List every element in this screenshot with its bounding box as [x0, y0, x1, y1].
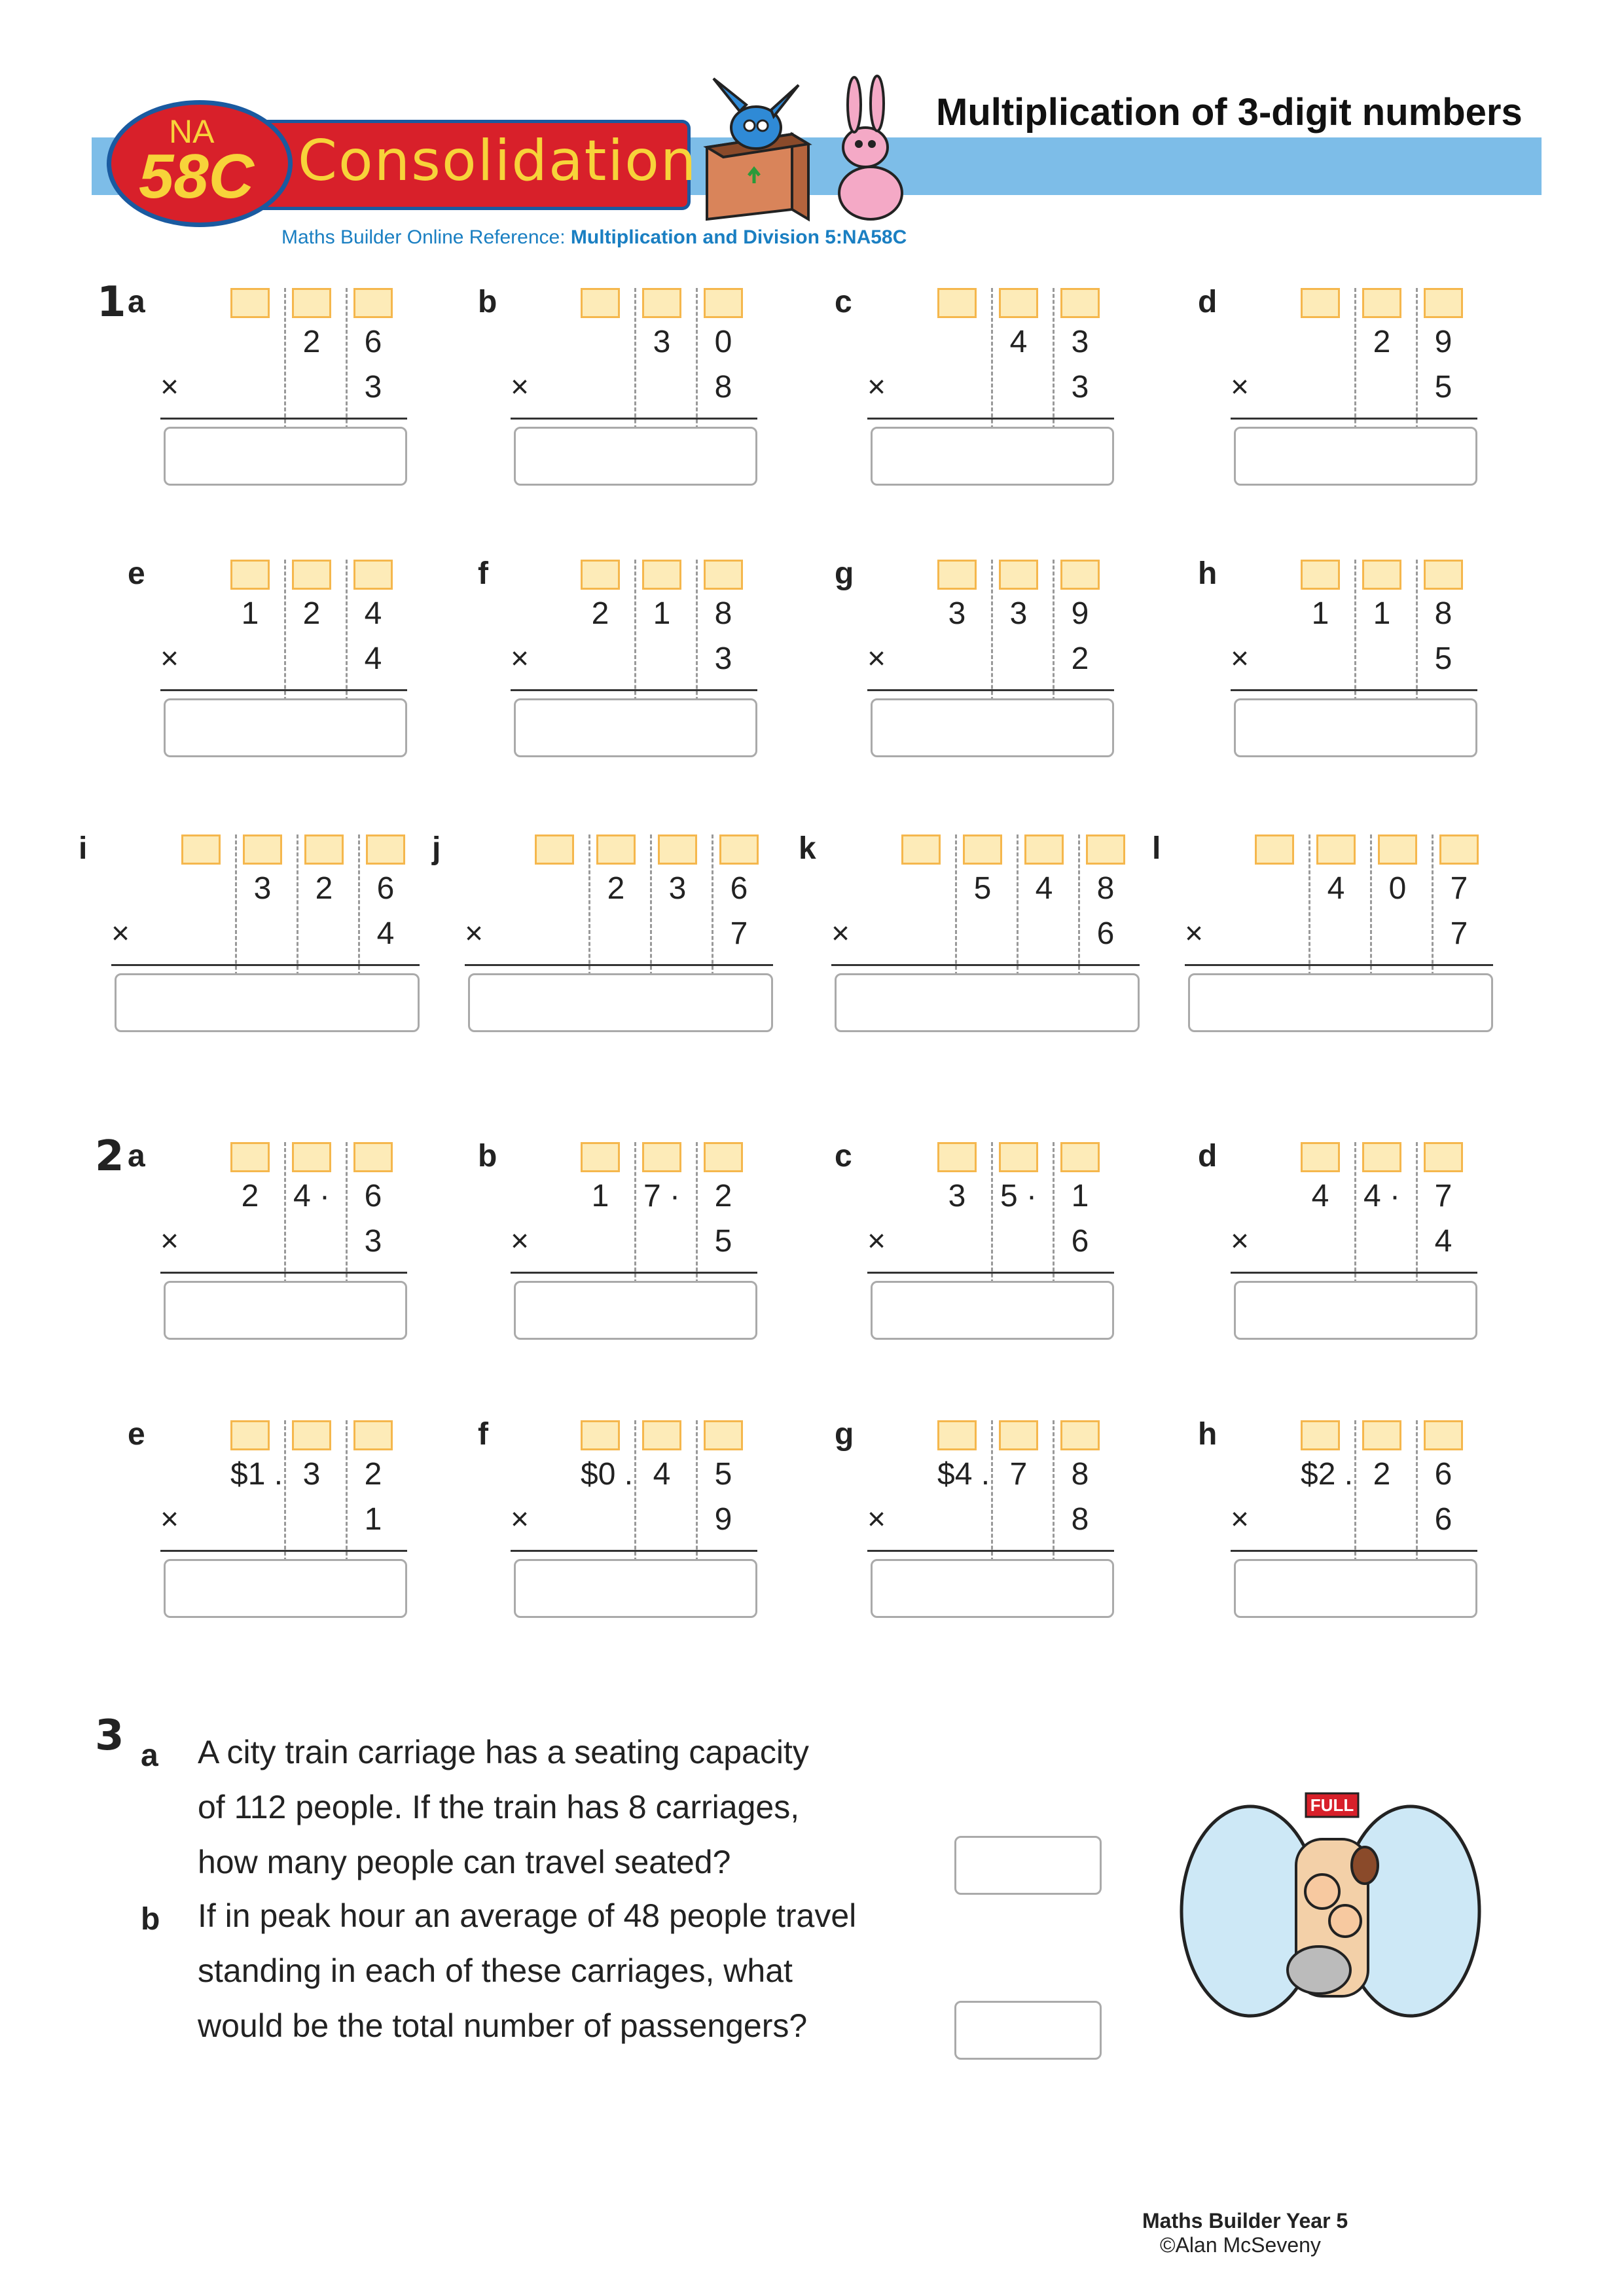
top-digit: $4 .	[937, 1457, 990, 1492]
top-digit: $0 .	[581, 1457, 634, 1492]
top-digit: 8	[1096, 871, 1115, 906]
answer-rule	[160, 689, 407, 691]
q3-a-line: of 112 people. If the train has 8 carriages,	[198, 1789, 800, 1825]
answer-rule	[160, 1550, 407, 1552]
multiplier-digit: 6	[1071, 1224, 1089, 1259]
times-sign: ×	[160, 370, 179, 404]
multiplier-digit: 4	[364, 641, 382, 676]
multiplier-digit: 7	[730, 916, 748, 951]
answer-box[interactable]	[115, 973, 420, 1032]
top-digit: 3	[668, 871, 687, 906]
times-sign: ×	[511, 1502, 530, 1537]
top-digit: 3	[653, 325, 671, 359]
top-digit: 6	[364, 325, 382, 359]
top-digit: 4	[1009, 325, 1028, 359]
answer-box[interactable]	[871, 698, 1114, 757]
answer-rule	[831, 964, 1140, 966]
carry-box[interactable]	[1424, 1420, 1463, 1450]
answer-rule	[511, 1550, 757, 1552]
top-digit: 4 ·	[293, 1179, 330, 1213]
answer-box[interactable]	[164, 698, 407, 757]
badge-code: 58C	[139, 141, 255, 211]
times-sign: ×	[511, 1224, 530, 1259]
answer-rule	[511, 689, 757, 691]
top-digit: 4	[1327, 871, 1345, 906]
carry-box[interactable]	[1301, 560, 1340, 590]
multiplier-digit: 1	[364, 1502, 382, 1537]
carry-box[interactable]	[581, 288, 620, 318]
carry-box[interactable]	[1255, 834, 1294, 865]
carry-box[interactable]	[353, 560, 393, 590]
carry-box[interactable]	[292, 560, 331, 590]
multiplier-digit: 5	[1434, 370, 1453, 404]
top-digit: 5	[714, 1457, 732, 1492]
multiplier-digit: 4	[376, 916, 395, 951]
top-digit: $2 .	[1301, 1457, 1354, 1492]
badge-strand: NA	[169, 113, 215, 150]
carry-box[interactable]	[366, 834, 405, 865]
carry-box[interactable]	[1424, 560, 1463, 590]
top-digit: 1	[591, 1179, 609, 1213]
carry-box[interactable]	[999, 560, 1038, 590]
multiplier-digit: 5	[1434, 641, 1453, 676]
carry-box[interactable]	[292, 1420, 331, 1450]
problem-label: c	[835, 1139, 852, 1174]
multiplier-digit: 7	[1450, 916, 1468, 951]
top-digit: 0	[714, 325, 732, 359]
top-digit: 6	[364, 1179, 382, 1213]
carry-box[interactable]	[1362, 1142, 1401, 1172]
carry-box[interactable]	[292, 1142, 331, 1172]
top-digit: 7	[1434, 1179, 1453, 1213]
carry-box[interactable]	[1301, 1142, 1340, 1172]
times-sign: ×	[867, 1502, 886, 1537]
problem-label: b	[478, 1139, 497, 1174]
top-digit: 9	[1071, 596, 1089, 631]
problem-label: e	[128, 556, 145, 591]
times-sign: ×	[867, 370, 886, 404]
q3-part-a-label: a	[141, 1738, 158, 1773]
carry-box[interactable]	[963, 834, 1002, 865]
carry-box[interactable]	[1060, 1420, 1100, 1450]
top-digit: 1	[1311, 596, 1329, 631]
carry-box[interactable]	[704, 1142, 743, 1172]
top-digit: 6	[376, 871, 395, 906]
top-digit: 2	[302, 596, 321, 631]
carry-box[interactable]	[581, 1142, 620, 1172]
multiplier-digit: 2	[1071, 641, 1089, 676]
q3-b-line: standing in each of these carriages, what	[198, 1952, 793, 1989]
times-sign: ×	[867, 1224, 886, 1259]
top-digit: 0	[1388, 871, 1407, 906]
multiplier-digit: 3	[364, 370, 382, 404]
answer-box[interactable]	[871, 427, 1114, 486]
carry-box[interactable]	[230, 1420, 270, 1450]
answer-rule	[867, 689, 1114, 691]
carry-box[interactable]	[999, 1142, 1038, 1172]
problem-label: k	[799, 831, 816, 866]
multiplier-digit: 9	[714, 1502, 732, 1537]
times-sign: ×	[1231, 1224, 1250, 1259]
footer-book: Maths Builder Year 5	[1142, 2209, 1348, 2233]
multiplier-digit: 3	[364, 1224, 382, 1259]
top-digit: 2	[315, 871, 333, 906]
carry-box[interactable]	[581, 560, 620, 590]
carry-box[interactable]	[1301, 288, 1340, 318]
carry-box[interactable]	[1086, 834, 1125, 865]
answer-box[interactable]	[164, 1559, 407, 1618]
carry-box[interactable]	[937, 1420, 977, 1450]
top-digit: 2	[591, 596, 609, 631]
question-1-number: 1	[97, 278, 126, 327]
problem-label: h	[1198, 1417, 1218, 1452]
question-3-number: 3	[95, 1712, 124, 1760]
answer-rule	[1231, 418, 1477, 420]
answer-box[interactable]	[514, 698, 757, 757]
q3-b-line: would be the total number of passengers?	[198, 2007, 808, 2044]
problem-label: i	[79, 831, 88, 866]
top-digit: 2	[607, 871, 625, 906]
carry-box[interactable]	[704, 288, 743, 318]
carry-box[interactable]	[581, 1420, 620, 1450]
multiplier-digit: 8	[1071, 1502, 1089, 1537]
carry-box[interactable]	[353, 1420, 393, 1450]
top-digit: 3	[253, 871, 272, 906]
top-digit: 2	[241, 1179, 259, 1213]
q3-part-b-text	[198, 1888, 856, 2053]
answer-rule	[1231, 1550, 1477, 1552]
carry-box[interactable]	[1316, 834, 1356, 865]
carry-box[interactable]	[181, 834, 221, 865]
top-digit: 7	[1450, 871, 1468, 906]
times-sign: ×	[867, 641, 886, 676]
carry-box[interactable]	[1439, 834, 1479, 865]
answer-box[interactable]	[514, 1281, 757, 1340]
answer-rule	[511, 1272, 757, 1274]
carry-box[interactable]	[535, 834, 574, 865]
question-2-number: 2	[95, 1132, 124, 1181]
top-digit: 4	[1311, 1179, 1329, 1213]
top-digit: 8	[1071, 1457, 1089, 1492]
top-digit: 5 ·	[1000, 1179, 1037, 1213]
answer-rule	[465, 964, 773, 966]
problem-label: g	[835, 556, 854, 591]
carry-box[interactable]	[230, 288, 270, 318]
top-digit: 5	[973, 871, 992, 906]
top-digit: 3	[1071, 325, 1089, 359]
times-sign: ×	[1231, 1502, 1250, 1537]
multiplier-digit: 3	[714, 641, 732, 676]
times-sign: ×	[1231, 370, 1250, 404]
problem-label: l	[1152, 831, 1161, 866]
carry-box[interactable]	[1024, 834, 1064, 865]
q3-part-a-text	[198, 1725, 809, 1890]
times-sign: ×	[160, 641, 179, 676]
problem-label: a	[128, 285, 145, 319]
top-digit: 8	[1434, 596, 1453, 631]
carry-box[interactable]	[1060, 1142, 1100, 1172]
problem-label: h	[1198, 556, 1218, 591]
carry-box[interactable]	[901, 834, 941, 865]
answer-rule	[867, 1550, 1114, 1552]
times-sign: ×	[1231, 641, 1250, 676]
answer-box[interactable]	[468, 973, 773, 1032]
carry-box[interactable]	[230, 1142, 270, 1172]
answer-rule	[511, 418, 757, 420]
mascots-illustration	[694, 72, 916, 223]
carry-box[interactable]	[1362, 1420, 1401, 1450]
multiplier-digit: 6	[1096, 916, 1115, 951]
top-digit: 2	[714, 1179, 732, 1213]
carry-box[interactable]	[304, 834, 344, 865]
carry-box[interactable]	[1060, 560, 1100, 590]
carry-box[interactable]	[596, 834, 636, 865]
carry-box[interactable]	[937, 288, 977, 318]
top-digit: 3	[948, 596, 966, 631]
top-digit: 4	[364, 596, 382, 631]
answer-box[interactable]	[1234, 1559, 1477, 1618]
top-digit: 1	[1373, 596, 1391, 631]
q3-b-line: If in peak hour an average of 48 people travel	[198, 1897, 857, 1934]
top-digit: 9	[1434, 325, 1453, 359]
answer-box[interactable]	[514, 1559, 757, 1618]
times-sign: ×	[111, 916, 130, 951]
times-sign: ×	[160, 1502, 179, 1537]
carry-box[interactable]	[642, 560, 681, 590]
answer-rule	[1231, 689, 1477, 691]
banner-title: Consolidation	[298, 128, 698, 194]
top-digit: 3	[302, 1457, 321, 1492]
top-digit: 6	[1434, 1457, 1453, 1492]
carry-box[interactable]	[1362, 288, 1401, 318]
problem-label: d	[1198, 285, 1218, 319]
top-digit: 1	[1071, 1179, 1089, 1213]
carry-box[interactable]	[1301, 1420, 1340, 1450]
carry-box[interactable]	[704, 1420, 743, 1450]
carry-box[interactable]	[1378, 834, 1417, 865]
times-sign: ×	[511, 641, 530, 676]
top-digit: 2	[364, 1457, 382, 1492]
carry-box[interactable]	[642, 1420, 681, 1450]
q3b-answer-box[interactable]	[954, 2001, 1102, 2060]
answer-rule	[867, 1272, 1114, 1274]
online-reference	[281, 226, 907, 249]
problem-label: g	[835, 1417, 854, 1452]
carry-box[interactable]	[999, 1420, 1038, 1450]
top-digit: 6	[730, 871, 748, 906]
full-sign-text: FULL	[1310, 1795, 1354, 1815]
answer-box[interactable]	[835, 973, 1140, 1032]
top-digit: 8	[714, 596, 732, 631]
q3-part-b-label: b	[141, 1902, 160, 1937]
top-digit: 3	[1009, 596, 1028, 631]
carry-box[interactable]	[1424, 288, 1463, 318]
carry-box[interactable]	[243, 834, 282, 865]
problem-label: f	[478, 556, 488, 591]
carry-box[interactable]	[292, 288, 331, 318]
answer-rule	[160, 1272, 407, 1274]
carry-box[interactable]	[353, 288, 393, 318]
answer-box[interactable]	[1188, 973, 1493, 1032]
top-digit: 4	[1035, 871, 1053, 906]
carry-box[interactable]	[353, 1142, 393, 1172]
answer-rule	[1231, 1272, 1477, 1274]
answer-box[interactable]	[164, 1281, 407, 1340]
problem-label: c	[835, 285, 852, 319]
top-digit: 7 ·	[643, 1179, 680, 1213]
problem-label: j	[432, 831, 441, 866]
top-digit: 4	[653, 1457, 671, 1492]
q3-a-line: how many people can travel seated?	[198, 1844, 731, 1880]
reference-prefix: Maths Builder Online Reference:	[281, 226, 571, 248]
answer-box[interactable]	[1234, 427, 1477, 486]
carry-box[interactable]	[937, 1142, 977, 1172]
multiplier-digit: 5	[714, 1224, 732, 1259]
answer-box[interactable]	[514, 427, 757, 486]
problem-label: d	[1198, 1139, 1218, 1174]
answer-box[interactable]	[871, 1559, 1114, 1618]
carry-box[interactable]	[230, 560, 270, 590]
top-digit: 2	[1373, 1457, 1391, 1492]
answer-box[interactable]	[1234, 1281, 1477, 1340]
problem-label: f	[478, 1417, 488, 1452]
crowded-train-illustration	[1178, 1780, 1486, 2029]
q3a-answer-box[interactable]	[954, 1836, 1102, 1895]
page-title: Multiplication of 3-digit numbers	[936, 91, 1523, 134]
carry-box[interactable]	[719, 834, 759, 865]
answer-box[interactable]	[164, 427, 407, 486]
q3-a-line: A city train carriage has a seating capacity	[198, 1734, 809, 1770]
carry-box[interactable]	[1424, 1142, 1463, 1172]
top-digit: 2	[302, 325, 321, 359]
top-digit: 1	[241, 596, 259, 631]
top-digit: 2	[1373, 325, 1391, 359]
problem-label: b	[478, 285, 497, 319]
carry-box[interactable]	[642, 288, 681, 318]
answer-rule	[111, 964, 420, 966]
top-digit: 3	[948, 1179, 966, 1213]
carry-box[interactable]	[999, 288, 1038, 318]
answer-rule	[867, 418, 1114, 420]
times-sign: ×	[831, 916, 850, 951]
answer-box[interactable]	[1234, 698, 1477, 757]
times-sign: ×	[160, 1224, 179, 1259]
times-sign: ×	[1185, 916, 1204, 951]
problem-label: a	[128, 1139, 145, 1174]
multiplier-digit: 6	[1434, 1502, 1453, 1537]
times-sign: ×	[511, 370, 530, 404]
multiplier-digit: 8	[714, 370, 732, 404]
times-sign: ×	[465, 916, 484, 951]
answer-box[interactable]	[871, 1281, 1114, 1340]
top-digit: 1	[653, 596, 671, 631]
top-digit: 4 ·	[1363, 1179, 1400, 1213]
top-digit: 7	[1009, 1457, 1028, 1492]
carry-box[interactable]	[1362, 560, 1401, 590]
problem-label: e	[128, 1417, 145, 1452]
carry-box[interactable]	[937, 560, 977, 590]
multiplier-digit: 4	[1434, 1224, 1453, 1259]
top-digit: $1 .	[230, 1457, 283, 1492]
carry-box[interactable]	[658, 834, 697, 865]
footer-copyright: ©Alan McSeveny	[1160, 2233, 1321, 2257]
carry-box[interactable]	[704, 560, 743, 590]
carry-box[interactable]	[1060, 288, 1100, 318]
answer-rule	[160, 418, 407, 420]
reference-link: Multiplication and Division 5:NA58C	[570, 226, 907, 248]
answer-rule	[1185, 964, 1493, 966]
carry-box[interactable]	[642, 1142, 681, 1172]
multiplier-digit: 3	[1071, 370, 1089, 404]
